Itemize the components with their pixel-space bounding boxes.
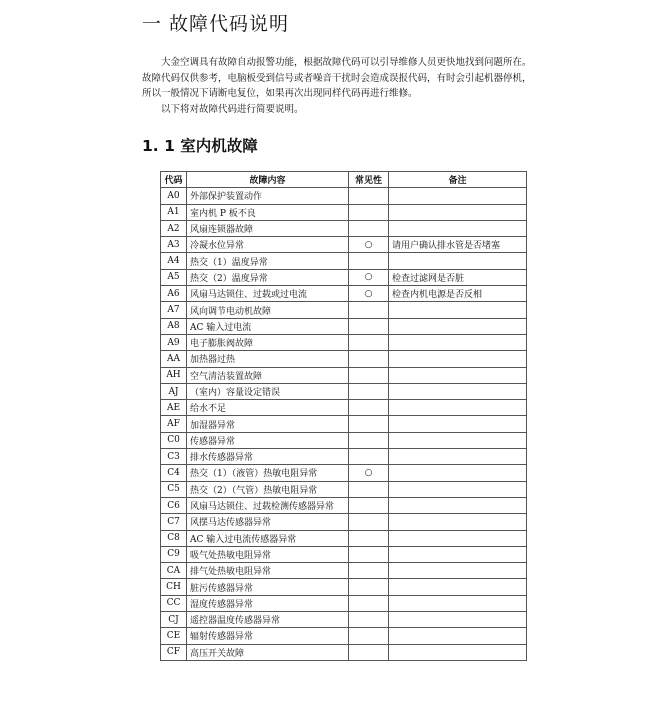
content-cell: 电子膨胀阀故障 bbox=[187, 334, 349, 350]
table-row bbox=[161, 334, 527, 350]
common-cell bbox=[349, 595, 389, 611]
content-cell: 高压开关故障 bbox=[187, 644, 349, 660]
code-cell: A5 bbox=[161, 269, 187, 285]
note-cell bbox=[389, 220, 527, 236]
table-row bbox=[161, 579, 527, 595]
content-cell: 风向调节电动机故障 bbox=[187, 302, 349, 318]
content-cell: 加热器过热 bbox=[187, 351, 349, 367]
table-row bbox=[161, 595, 527, 611]
content-cell: 风扇马达锁住、过载或过电流 bbox=[187, 286, 349, 302]
code-cell: C6 bbox=[161, 497, 187, 513]
code-cell: AE bbox=[161, 400, 187, 416]
code-cell: A1 bbox=[161, 204, 187, 220]
code-cell: C3 bbox=[161, 449, 187, 465]
note-cell bbox=[389, 612, 527, 628]
code-cell: A7 bbox=[161, 302, 187, 318]
code-cell: AF bbox=[161, 416, 187, 432]
table-row bbox=[161, 563, 527, 579]
content-cell: 室内机 P 板不良 bbox=[187, 204, 349, 220]
table-row bbox=[161, 220, 527, 236]
note-cell bbox=[389, 253, 527, 269]
table-row bbox=[161, 612, 527, 628]
code-cell: AJ bbox=[161, 383, 187, 399]
content-cell: 热交（2）（气管）热敏电阻异常 bbox=[187, 481, 349, 497]
table-row bbox=[161, 351, 527, 367]
table-row bbox=[161, 204, 527, 220]
code-cell: C9 bbox=[161, 546, 187, 562]
code-cell: CJ bbox=[161, 612, 187, 628]
content-cell: 传感器异常 bbox=[187, 432, 349, 448]
content-cell: AC 输入过电流 bbox=[187, 318, 349, 334]
note-cell bbox=[389, 497, 527, 513]
code-cell: CF bbox=[161, 644, 187, 660]
table-row bbox=[161, 237, 527, 253]
intro-line: 故障代码仅供参考，电脑板受到信号或者噪音干扰时会造成误报代码，有时会引起机器停机， bbox=[142, 72, 532, 84]
header-note: 备注 bbox=[389, 172, 527, 188]
common-cell bbox=[349, 514, 389, 530]
common-cell bbox=[349, 546, 389, 562]
code-cell: CA bbox=[161, 563, 187, 579]
common-cell: ○ bbox=[349, 286, 389, 302]
code-cell: C0 bbox=[161, 432, 187, 448]
common-cell bbox=[349, 351, 389, 367]
table-row bbox=[161, 514, 527, 530]
note-cell bbox=[389, 351, 527, 367]
note-cell bbox=[389, 383, 527, 399]
common-cell: ○ bbox=[349, 269, 389, 285]
table-row bbox=[161, 367, 527, 383]
table-row bbox=[161, 530, 527, 546]
note-cell: 检查内机电源是否反相 bbox=[389, 286, 527, 302]
common-cell bbox=[349, 628, 389, 644]
code-cell: A8 bbox=[161, 318, 187, 334]
common-cell bbox=[349, 449, 389, 465]
note-cell bbox=[389, 367, 527, 383]
content-cell: 给水不足 bbox=[187, 400, 349, 416]
code-cell: C8 bbox=[161, 530, 187, 546]
table-row bbox=[161, 318, 527, 334]
note-cell bbox=[389, 416, 527, 432]
table-row bbox=[161, 302, 527, 318]
code-cell: A0 bbox=[161, 188, 187, 204]
note-cell bbox=[389, 334, 527, 350]
note-cell bbox=[389, 595, 527, 611]
note-cell bbox=[389, 318, 527, 334]
note-cell bbox=[389, 449, 527, 465]
common-cell bbox=[349, 432, 389, 448]
note-cell bbox=[389, 204, 527, 220]
table-header-row bbox=[161, 172, 527, 188]
intro-line: 大金空调具有故障自动报警功能，根据故障代码可以引导维修人员更快地找到问题所在。 bbox=[161, 57, 532, 68]
note-cell bbox=[389, 628, 527, 644]
common-cell bbox=[349, 400, 389, 416]
table-row bbox=[161, 432, 527, 448]
common-cell: ○ bbox=[349, 237, 389, 253]
content-cell: 湿度传感器异常 bbox=[187, 595, 349, 611]
code-cell: A6 bbox=[161, 286, 187, 302]
table-row bbox=[161, 416, 527, 432]
section-title: 1. 1 室内机故障 bbox=[142, 137, 258, 155]
content-cell: 加湿器异常 bbox=[187, 416, 349, 432]
common-cell bbox=[349, 416, 389, 432]
common-cell bbox=[349, 612, 389, 628]
note-cell bbox=[389, 563, 527, 579]
common-cell bbox=[349, 481, 389, 497]
table-row bbox=[161, 400, 527, 416]
fault-code-table bbox=[160, 171, 527, 661]
table-row bbox=[161, 253, 527, 269]
intro-line: 所以一般情况下请断电复位，如果再次出现同样代码再进行维修。 bbox=[142, 88, 418, 99]
note-cell bbox=[389, 432, 527, 448]
common-cell bbox=[349, 579, 389, 595]
note-cell: 请用户确认排水管是否堵塞 bbox=[389, 237, 527, 253]
common-cell bbox=[349, 334, 389, 350]
code-cell: CH bbox=[161, 579, 187, 595]
table-row bbox=[161, 628, 527, 644]
table-row bbox=[161, 644, 527, 660]
intro-line: 以下将对故障代码进行简要说明。 bbox=[161, 103, 304, 115]
common-cell bbox=[349, 188, 389, 204]
common-cell bbox=[349, 530, 389, 546]
common-cell bbox=[349, 497, 389, 513]
content-cell: 冷凝水位异常 bbox=[187, 237, 349, 253]
code-cell: CC bbox=[161, 595, 187, 611]
code-cell: AH bbox=[161, 367, 187, 383]
page-title: 一 故障代码说明 bbox=[142, 13, 290, 35]
table-row bbox=[161, 465, 527, 481]
content-cell: 排气处热敏电阻异常 bbox=[187, 563, 349, 579]
table-row bbox=[161, 497, 527, 513]
note-cell bbox=[389, 188, 527, 204]
common-cell bbox=[349, 302, 389, 318]
common-cell bbox=[349, 383, 389, 399]
common-cell bbox=[349, 318, 389, 334]
code-cell: C7 bbox=[161, 514, 187, 530]
content-cell: 风扇马达锁住、过载检测传感器异常 bbox=[187, 497, 349, 513]
code-cell: CE bbox=[161, 628, 187, 644]
table-row bbox=[161, 546, 527, 562]
code-cell: A4 bbox=[161, 253, 187, 269]
common-cell bbox=[349, 367, 389, 383]
content-cell: 空气清洁装置故障 bbox=[187, 367, 349, 383]
table-row bbox=[161, 449, 527, 465]
common-cell bbox=[349, 644, 389, 660]
note-cell bbox=[389, 546, 527, 562]
code-cell: C4 bbox=[161, 465, 187, 481]
common-cell bbox=[349, 253, 389, 269]
table-row bbox=[161, 383, 527, 399]
note-cell bbox=[389, 579, 527, 595]
content-cell: 外部保护装置动作 bbox=[187, 188, 349, 204]
code-cell: A3 bbox=[161, 237, 187, 253]
table-row bbox=[161, 269, 527, 285]
content-cell: 遥控器温度传感器异常 bbox=[187, 612, 349, 628]
code-cell: A9 bbox=[161, 334, 187, 350]
common-cell bbox=[349, 563, 389, 579]
content-cell: 排水传感器异常 bbox=[187, 449, 349, 465]
table-row bbox=[161, 188, 527, 204]
content-cell: 风摆马达传感器异常 bbox=[187, 514, 349, 530]
content-cell: 热交（2）温度异常 bbox=[187, 269, 349, 285]
note-cell: 检查过滤网是否脏 bbox=[389, 269, 527, 285]
header-common: 常见性 bbox=[349, 172, 389, 188]
table-row bbox=[161, 481, 527, 497]
code-cell: C5 bbox=[161, 481, 187, 497]
content-cell: 辐射传感器异常 bbox=[187, 628, 349, 644]
table-row bbox=[161, 286, 527, 302]
common-cell: ○ bbox=[349, 465, 389, 481]
content-cell: AC 输入过电流传感器异常 bbox=[187, 530, 349, 546]
header-content: 故障内容 bbox=[187, 172, 349, 188]
content-cell: 吸气处热敏电阻异常 bbox=[187, 546, 349, 562]
note-cell bbox=[389, 302, 527, 318]
note-cell bbox=[389, 465, 527, 481]
content-cell: 热交（1）（液管）热敏电阻异常 bbox=[187, 465, 349, 481]
intro-paragraph bbox=[142, 55, 582, 117]
content-cell: （室内）容量设定错误 bbox=[187, 383, 349, 399]
note-cell bbox=[389, 481, 527, 497]
code-cell: AA bbox=[161, 351, 187, 367]
content-cell: 脏污传感器异常 bbox=[187, 579, 349, 595]
header-code: 代码 bbox=[161, 172, 187, 188]
code-cell: A2 bbox=[161, 220, 187, 236]
note-cell bbox=[389, 644, 527, 660]
note-cell bbox=[389, 400, 527, 416]
note-cell bbox=[389, 530, 527, 546]
note-cell bbox=[389, 514, 527, 530]
common-cell bbox=[349, 220, 389, 236]
common-cell bbox=[349, 204, 389, 220]
content-cell: 风扇连锁器故障 bbox=[187, 220, 349, 236]
content-cell: 热交（1）温度异常 bbox=[187, 253, 349, 269]
